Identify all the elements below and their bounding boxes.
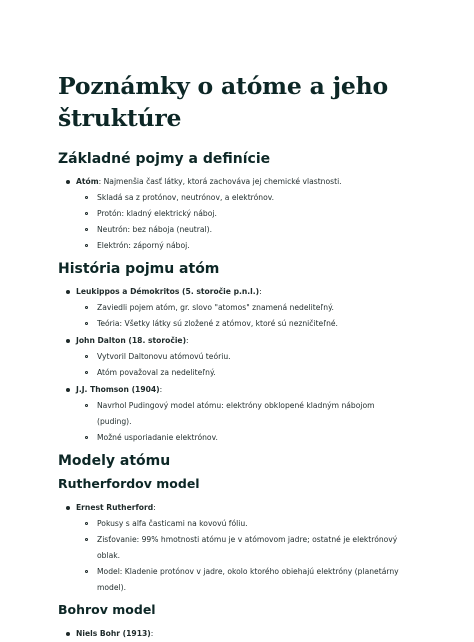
bullet-dot [66,632,70,636]
subitem-text: Elektrón: záporný náboj. [97,241,190,250]
subitem-text-line: Model: Kladenie protónov v jadre, okolo ktorého obiehajú elektróny (planetárny [97,567,399,576]
subitem-text: Atóm považoval za nedeliteľný. [97,368,216,377]
bullet-circle [85,244,88,247]
list-subitem [76,564,438,596]
subitem-text: Zaviedli pojem atóm, gr. slovo "atomos" znamená nedeliteľný. [97,303,334,312]
rutherford-sublist [76,516,438,596]
thomson-sublist [76,398,438,446]
term-dalton: John Dalton (18. storočie) [76,336,187,345]
bullet-dot [66,180,70,184]
bullet-circle [85,322,88,325]
subitem-text: Vytvoril Daltonovu atómovú teóriu. [97,352,231,361]
list-subitem [76,238,438,254]
section-heading-history: História pojmu atóm [58,261,220,277]
subsection-heading-bohr: Bohrov model [58,602,156,617]
colon: : [150,629,154,638]
subitem-text: Pokusy s alfa časticami na kovovú fóliu. [97,519,248,528]
atom-sublist [76,190,438,254]
bullet-circle [85,355,88,358]
subitem-text-line: oblak. [97,551,121,560]
bullet-circle [85,436,88,439]
list-subitem [76,398,438,430]
list-subitem [76,516,438,532]
term-atom: Atóm [76,177,99,186]
subitem-text-line: Navrhol Pudingový model atómu: elektróny obklopené kladným nábojom [97,401,375,410]
subitem-text: Protón: kladný elektrický náboj. [97,209,217,218]
definition-atom: : Najmenšia časť látky, ktorá zachováva jej chemické vlastnosti. [98,177,342,186]
bullet-circle [85,570,88,573]
bohr-list [58,626,438,642]
list-subitem [76,349,438,365]
subitem-text: Neutrón: bez náboja (neutral). [97,225,213,234]
list-item-dalton [58,333,438,381]
subitem-text: Teória: Všetky látky sú zložené z atómov, ktoré sú nezničiteľné. [97,319,338,328]
list-subitem [76,316,438,332]
bullet-dot [66,339,70,343]
list-subitem [76,206,438,222]
list-subitem [76,365,438,381]
term-leukippos: Leukippos a Démokritos (5. storočie p.n.l.) [76,287,260,296]
list-subitem [76,222,438,238]
title-line-2: štruktúre [58,104,182,132]
bullet-dot [66,290,70,294]
bullet-circle [85,306,88,309]
section-heading-models: Modely atómu [58,453,171,469]
subsection-heading-rutherford: Rutherfordov model [58,476,200,491]
list-item-atom [58,174,438,254]
colon: : [259,287,262,296]
section-heading-basics: Základné pojmy a definície [58,151,271,167]
list-subitem [76,300,438,316]
bullet-dot [66,506,70,510]
bullet-circle [85,212,88,215]
title-line-1: Poznámky o atóme a jeho [58,72,388,100]
subitem-text: Skladá sa z protónov, neutrónov, a elektrónov. [97,193,275,202]
term-bohr: Niels Bohr (1913) [76,629,151,638]
bullet-circle [85,196,88,199]
subitem-text-line: (puding). [97,417,132,426]
bullet-circle [85,522,88,525]
rutherford-list [58,500,438,596]
list-item-rutherford [58,500,438,596]
page-title [58,70,438,134]
term-rutherford: Ernest Rutherford [76,503,154,512]
leukippos-sublist [76,300,438,332]
bullet-circle [85,538,88,541]
list-subitem [76,430,438,446]
list-subitem [76,190,438,206]
bullet-circle [85,228,88,231]
bullet-circle [85,404,88,407]
list-item-leukippos [58,284,438,332]
basics-list [58,174,438,254]
colon: : [153,503,156,512]
subitem-text: Možné usporiadanie elektrónov. [97,433,218,442]
list-item-thomson [58,382,438,446]
dalton-sublist [76,349,438,381]
list-subitem [76,532,438,564]
subitem-text-line: Zisťovanie: 99% hmotnosti atómu je v atómovom jadre; ostatné je elektrónový [97,535,398,544]
bullet-dot [66,388,70,392]
colon: : [159,385,163,394]
term-thomson: J.J. Thomson (1904) [76,385,160,394]
document-content [58,70,438,642]
bullet-circle [85,371,88,374]
history-list [58,284,438,446]
list-item-bohr [58,626,438,642]
colon: : [186,336,189,345]
subitem-text-line: model). [97,583,127,592]
